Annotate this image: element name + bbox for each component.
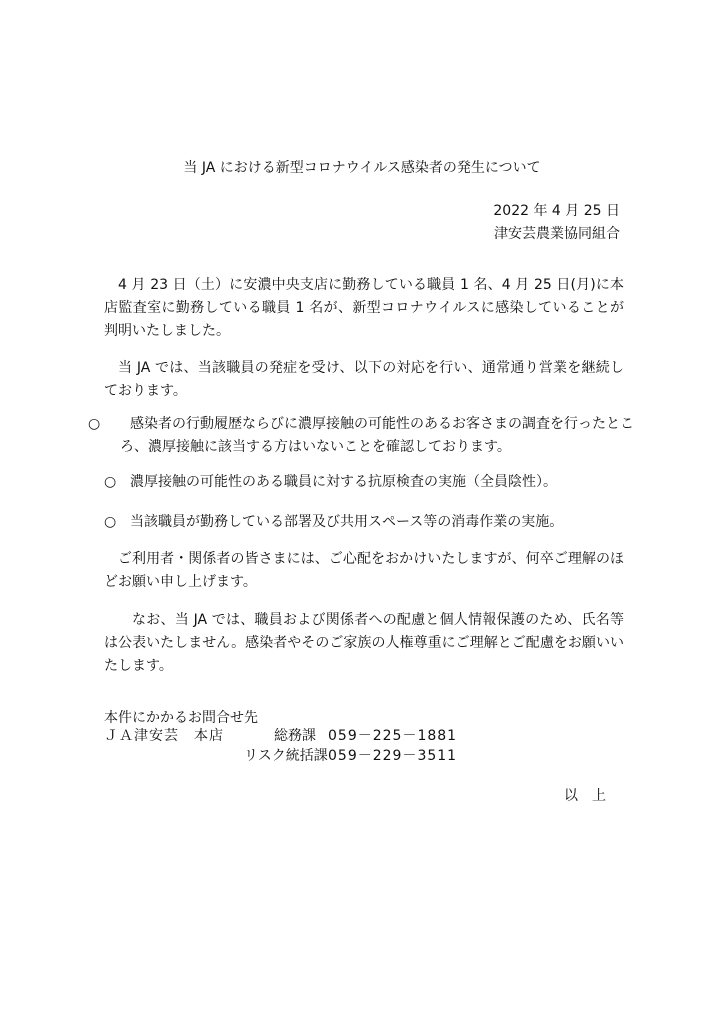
bullet-circle-icon: ○ — [88, 416, 101, 432]
contact-department-general: 総務課 — [274, 728, 316, 744]
bullet-circle-icon: ○ — [104, 474, 117, 490]
bullet-item-disinfection — [104, 511, 624, 534]
bullet-item-antigen-test — [104, 471, 624, 494]
paragraph-apology: ご利用者・関係者の皆さまには、ご心配をおかけいたしますが、何卒ご理解のほどお願い申し上げます。 — [104, 551, 624, 590]
issue-date: 2022 年 4 月 25 日 — [493, 203, 620, 219]
paragraph-announcement: 4 月 23 日（土）に安濃中央支店に勤務している職員 1 名、4 月 25 日(月)に本店監査室に勤務している職員 1 名が、新型コロナウイルスに感染していることが判明いたしました。 — [104, 277, 624, 339]
paragraph-response: 当 JA では、当該職員の発症を受け、以下の対応を行い、通常通り営業を継続しております。 — [104, 360, 624, 399]
issuer-organization: 津安芸農業協同組合 — [494, 226, 620, 242]
contact-phone-general: 059－225－1881 — [328, 728, 458, 744]
document-title: 当 JA における新型コロナウイルス感染者の発生について — [183, 160, 541, 176]
bullet-item-investigation — [88, 413, 640, 459]
bullet-circle-icon: ○ — [104, 514, 117, 530]
bullet-text: 感染者の行動履歴ならびに濃厚接触の可能性のあるお客さまの調査を行ったところ、濃厚接触に該当する方はいないことを確認しております。 — [120, 416, 634, 455]
paragraph-privacy: なお、当 JA では、職員および関係者への配慮と個人情報保護のため、氏名等は公表いたしません。感染者やそのご家族の人権尊重にご理解とご配慮をお願いいたします。 — [104, 612, 624, 674]
contact-office: ＪＡ津安芸 本店 — [104, 728, 224, 744]
contact-heading: 本件にかかるお問合せ先 — [104, 710, 258, 726]
bullet-text: 濃厚接触の可能性のある職員に対する抗原検査の実施（全員陰性）。 — [130, 474, 557, 490]
closing-remark: 以上 — [564, 788, 620, 804]
contact-phone-risk: 059－229－3511 — [328, 748, 458, 764]
bullet-text: 当該職員が勤務している部署及び共用スペース等の消毒作業の実施。 — [130, 514, 564, 530]
contact-department-risk: リスク統括課 — [244, 748, 328, 764]
